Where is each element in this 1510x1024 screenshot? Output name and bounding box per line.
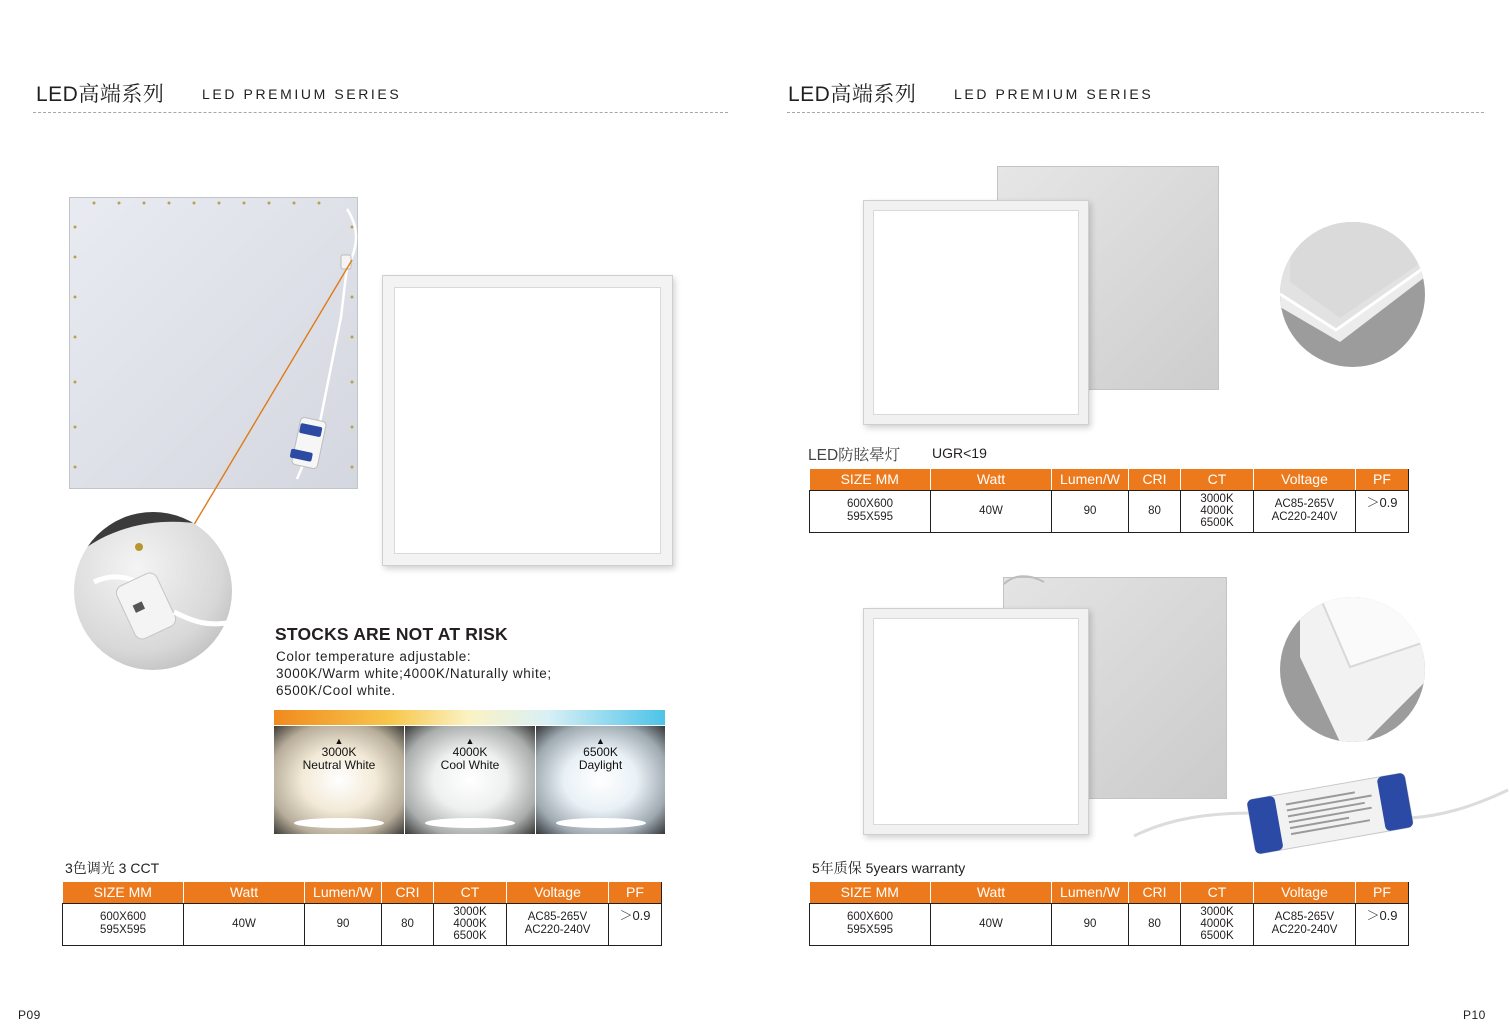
col-cri: CRI: [1129, 882, 1181, 903]
cct-name-2: Cool White: [440, 758, 500, 772]
left-header-en: LED PREMIUM SERIES: [202, 86, 402, 102]
cell-pf: ＞0.9: [1356, 490, 1409, 532]
cell-ct: 3000K 4000K 6500K: [1181, 490, 1254, 532]
cell-cri: 80: [382, 903, 434, 945]
stocks-description: [276, 648, 552, 699]
left-spec-table: [62, 882, 662, 946]
col-lumen: Lumen/W: [1052, 882, 1129, 903]
cell-watt: 40W: [931, 903, 1052, 945]
upper-edge-zoom-image: [1280, 222, 1425, 367]
table-row: [810, 903, 1409, 945]
col-pf: PF: [609, 882, 662, 903]
left-header-cn: LED高端系列: [36, 83, 165, 106]
lower-panel-wire: [1000, 570, 1060, 595]
col-watt: Watt: [184, 882, 305, 903]
col-size: SIZE MM: [810, 882, 931, 903]
left-table-caption: 3色调光 3 CCT: [65, 860, 160, 876]
lower-caption: 5年质保 5years warranty: [812, 860, 966, 876]
col-voltage: Voltage: [1254, 882, 1356, 903]
left-header-divider: [33, 112, 728, 113]
col-pf: PF: [1356, 882, 1409, 903]
cell-pf: ＞0.9: [1356, 903, 1409, 945]
leader-line: [180, 250, 370, 540]
cell-size: 600X600 595X595: [810, 903, 931, 945]
table-header-row: [63, 882, 662, 903]
col-watt: Watt: [931, 882, 1052, 903]
cct-box-6500k: [536, 726, 665, 834]
col-size: SIZE MM: [63, 882, 184, 903]
cct-marker-2: ▲: [465, 736, 475, 746]
cct-marker-1: ▲: [334, 736, 344, 746]
col-lumen: Lumen/W: [305, 882, 382, 903]
right-upper-spec-table: [809, 469, 1409, 533]
cell-lumen: 90: [1052, 903, 1129, 945]
col-cri: CRI: [1129, 469, 1181, 490]
col-voltage: Voltage: [1254, 469, 1356, 490]
cct-name-3: Daylight: [578, 758, 623, 772]
connector-zoom-image: [74, 512, 232, 670]
cell-voltage: AC85-265V AC220-240V: [1254, 903, 1356, 945]
stocks-title: STOCKS ARE NOT AT RISK: [275, 624, 508, 644]
cct-marker-3: ▲: [596, 736, 605, 746]
upper-panel-front-image: [863, 200, 1089, 425]
right-page-number: P10: [1463, 1008, 1486, 1022]
cct-box-4000k: [405, 726, 535, 834]
left-page-number: P09: [18, 1008, 41, 1022]
cct-box-3000k: [274, 726, 404, 834]
col-ct: CT: [1181, 469, 1254, 490]
right-header-divider: [787, 112, 1484, 113]
cell-watt: 40W: [184, 903, 305, 945]
cct-gradient-bar: [274, 710, 665, 725]
right-lower-spec-table: [809, 882, 1409, 946]
cct-temp-1: 3000K: [321, 745, 357, 759]
col-cri: CRI: [382, 882, 434, 903]
table-header-row: [810, 469, 1409, 490]
stocks-line-2: 3000K/Warm white;4000K/Naturally white;: [276, 666, 552, 681]
cct-temp-2: 4000K: [452, 745, 488, 759]
col-voltage: Voltage: [507, 882, 609, 903]
col-ct: CT: [1181, 882, 1254, 903]
cell-cri: 80: [1129, 903, 1181, 945]
col-pf: PF: [1356, 469, 1409, 490]
cell-lumen: 90: [305, 903, 382, 945]
table-row: [63, 903, 662, 945]
cell-voltage: AC85-265V AC220-240V: [507, 903, 609, 945]
right-header-en: LED PREMIUM SERIES: [954, 86, 1154, 102]
col-watt: Watt: [931, 469, 1052, 490]
col-size: SIZE MM: [810, 469, 931, 490]
cct-name-1: Neutral White: [302, 758, 376, 772]
table-row: [810, 490, 1409, 532]
lower-panel-front-image: [863, 608, 1089, 835]
cell-voltage: AC85-265V AC220-240V: [1254, 490, 1356, 532]
cell-watt: 40W: [931, 490, 1052, 532]
cell-lumen: 90: [1052, 490, 1129, 532]
driver-image: [1130, 768, 1510, 863]
table-header-row: [810, 882, 1409, 903]
cct-temp-3: 6500K: [583, 745, 618, 759]
stocks-line-1: Color temperature adjustable:: [276, 649, 472, 664]
lower-edge-zoom-image: [1280, 597, 1425, 742]
col-lumen: Lumen/W: [1052, 469, 1129, 490]
upper-caption-cn: LED防眩晕灯: [808, 447, 901, 464]
cell-ct: 3000K 4000K 6500K: [434, 903, 507, 945]
cell-ct: 3000K 4000K 6500K: [1181, 903, 1254, 945]
upper-caption-ugr: UGR<19: [932, 445, 987, 461]
cell-cri: 80: [1129, 490, 1181, 532]
stocks-line-3: 6500K/Cool white.: [276, 683, 396, 698]
col-ct: CT: [434, 882, 507, 903]
right-header-cn: LED高端系列: [788, 83, 917, 106]
left-panel-front-image: [382, 275, 673, 566]
cell-pf: ＞0.9: [609, 903, 662, 945]
cell-size: 600X600 595X595: [63, 903, 184, 945]
cell-size: 600X600 595X595: [810, 490, 931, 532]
